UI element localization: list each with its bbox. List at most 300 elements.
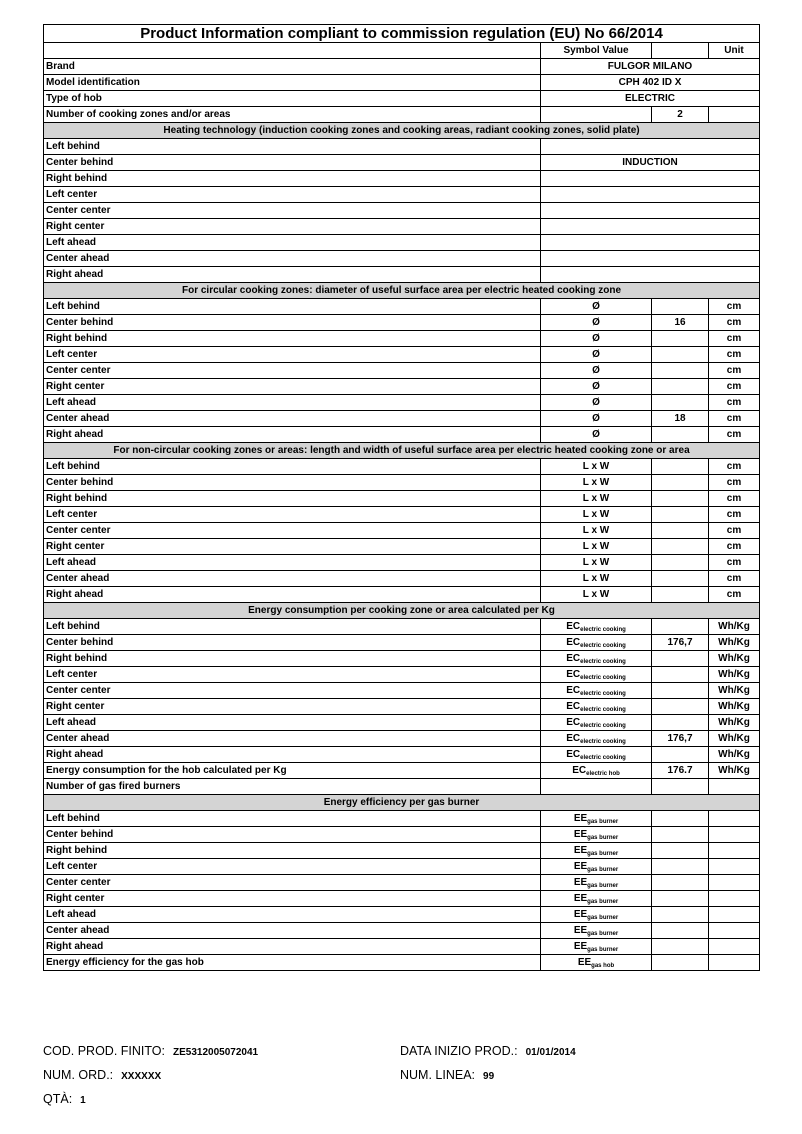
circular-zone-symbol [541,395,652,411]
symbol-text: EE [573,844,588,856]
circular-row [44,347,760,363]
symbol-text: L x W [582,460,610,472]
heating-row [44,251,760,267]
gas-row [44,939,760,955]
circular-zone-label: Center behind [44,315,541,331]
noncircular-zone-symbol [541,459,652,475]
energy-zone-unit: Wh/Kg [709,763,760,779]
gas-burner-label: Right behind [44,843,541,859]
energy-row [44,747,760,763]
heating-row [44,203,760,219]
gas-burner-unit [709,843,760,859]
gas-burner-unit [709,827,760,843]
production-footer [43,1044,759,1114]
heating-row [44,219,760,235]
noncircular-zone-symbol [541,507,652,523]
symbol-text: EC [566,700,581,712]
circular-zone-value: 18 [652,411,709,427]
qta-field [43,1092,86,1106]
symbol-text: EC [566,684,581,696]
circular-zone-label: Left center [44,347,541,363]
noncircular-zone-unit: cm [709,475,760,491]
heating-zone-value [541,203,760,219]
gas-efficiency-section-title: Energy efficiency per gas burner [44,795,760,811]
circular-zone-symbol [541,363,652,379]
info-value: CPH 402 ID X [541,75,760,91]
symbol-subscript: electric cooking [580,706,626,713]
symbol-text: EC [566,732,581,744]
gas-burner-value [652,827,709,843]
zones-count-symbol [541,107,652,123]
gas-burner-label: Left behind [44,811,541,827]
gas-burner-label: Right ahead [44,939,541,955]
gas-burner-symbol [541,923,652,939]
info-label: Model identification [44,75,541,91]
symbol-text: Ø [592,300,600,312]
symbol-text: EE [573,876,588,888]
num-linea-field [400,1068,494,1082]
energy-zone-symbol [541,619,652,635]
symbol-text: Ø [592,364,600,376]
symbol-text: EE [573,940,588,952]
heating-zone-label: Right ahead [44,267,541,283]
circular-zone-unit: cm [709,363,760,379]
energy-zone-symbol [541,667,652,683]
circular-row [44,379,760,395]
noncircular-row [44,475,760,491]
noncircular-zone-unit: cm [709,555,760,571]
noncircular-zone-symbol [541,475,652,491]
noncircular-zone-value [652,507,709,523]
circular-zone-symbol [541,331,652,347]
gas-burners-count-unit [709,779,760,795]
gas-row [44,827,760,843]
noncircular-zone-unit: cm [709,507,760,523]
energy-zone-symbol [541,747,652,763]
info-value: ELECTRIC [541,91,760,107]
gas-burner-label: Center ahead [44,923,541,939]
symbol-text: L x W [582,476,610,488]
circular-zones-section [44,283,760,299]
energy-zone-label: Center ahead [44,731,541,747]
circular-zone-symbol [541,379,652,395]
energy-zone-symbol [541,763,652,779]
energy-zone-label: Left center [44,667,541,683]
data-inizio-value: 01/01/2014 [525,1047,576,1058]
heating-row [44,171,760,187]
noncircular-zone-value [652,475,709,491]
symbol-subscript: gas burner [587,818,619,825]
heating-zone-value: INDUCTION [541,155,760,171]
circular-zone-unit: cm [709,347,760,363]
symbol-subscript: electric hob [586,770,620,777]
gas-burner-label: Energy efficiency for the gas hob [44,955,541,971]
circular-zone-symbol [541,411,652,427]
gas-row [44,843,760,859]
gas-row [44,907,760,923]
circular-zone-label: Center center [44,363,541,379]
heating-zone-value [541,267,760,283]
heating-row [44,139,760,155]
energy-zone-unit: Wh/Kg [709,635,760,651]
circular-zone-unit: cm [709,299,760,315]
noncircular-zones-section-title: For non-circular cooking zones or areas: length and width of useful surface area per electric heated cooking zone or area [44,443,760,459]
energy-zone-symbol [541,699,652,715]
energy-row [44,715,760,731]
energy-zone-symbol [541,715,652,731]
gas-row [44,859,760,875]
gas-burner-value [652,923,709,939]
circular-row [44,427,760,443]
gas-burner-symbol [541,907,652,923]
gas-burner-unit [709,859,760,875]
symbol-subscript: electric cooking [580,658,626,665]
energy-zone-value: 176,7 [652,635,709,651]
circular-zone-value [652,363,709,379]
gas-burner-value [652,875,709,891]
noncircular-zone-label: Center center [44,523,541,539]
product-information-table [43,24,760,971]
noncircular-zone-value [652,555,709,571]
symbol-text: Ø [592,348,600,360]
gas-burner-label: Left ahead [44,907,541,923]
symbol-text: EC [566,620,581,632]
circular-zone-symbol [541,347,652,363]
noncircular-row [44,587,760,603]
symbol-subscript: gas burner [587,898,619,905]
circular-zone-unit: cm [709,427,760,443]
symbol-text: EC [566,652,581,664]
symbol-subscript: gas burner [587,914,619,921]
qta-value: 1 [80,1095,86,1106]
gas-burner-unit [709,907,760,923]
gas-burners-count-symbol [541,779,652,795]
gas-burner-symbol [541,875,652,891]
heating-row [44,235,760,251]
noncircular-zone-value [652,539,709,555]
circular-zone-label: Left ahead [44,395,541,411]
energy-zone-value: 176,7 [652,731,709,747]
energy-zone-value [652,715,709,731]
gas-burner-unit [709,891,760,907]
energy-zone-value [652,619,709,635]
circular-zone-symbol [541,315,652,331]
energy-zone-value [652,651,709,667]
cod-prod-label: COD. PROD. FINITO: [43,1044,165,1058]
heating-zone-value [541,219,760,235]
symbol-value-header: Symbol Value [541,43,652,59]
data-inizio-label: DATA INIZIO PROD.: [400,1044,518,1058]
noncircular-zone-symbol [541,587,652,603]
gas-burner-unit [709,955,760,971]
gas-burners-count-row [44,779,760,795]
noncircular-zone-unit: cm [709,571,760,587]
noncircular-zone-label: Center behind [44,475,541,491]
symbol-subscript: gas burner [587,850,619,857]
noncircular-row [44,571,760,587]
noncircular-zone-label: Left behind [44,459,541,475]
heating-zone-value [541,171,760,187]
gas-burner-label: Center behind [44,827,541,843]
noncircular-zone-symbol [541,523,652,539]
symbol-text: EE [573,828,588,840]
symbol-subscript: electric cooking [580,626,626,633]
circular-zone-unit: cm [709,315,760,331]
info-label: Brand [44,59,541,75]
heating-zone-label: Left ahead [44,235,541,251]
symbol-text: L x W [582,524,610,536]
symbol-subscript: electric cooking [580,674,626,681]
heating-zone-value [541,235,760,251]
gas-burner-symbol [541,859,652,875]
symbol-subscript: gas burner [587,882,619,889]
symbol-text: L x W [582,556,610,568]
gas-burner-symbol [541,891,652,907]
info-label: Type of hob [44,91,541,107]
noncircular-zone-symbol [541,571,652,587]
gas-burner-unit [709,923,760,939]
energy-zone-label: Left ahead [44,715,541,731]
noncircular-zone-value [652,459,709,475]
circular-zone-symbol [541,427,652,443]
symbol-text: EC [572,764,587,776]
gas-row [44,955,760,971]
gas-burner-value [652,891,709,907]
gas-row [44,811,760,827]
energy-zone-value [652,667,709,683]
symbol-text: L x W [582,588,610,600]
energy-zone-unit: Wh/Kg [709,699,760,715]
symbol-subscript: gas hob [591,962,615,969]
circular-zones-section-title: For circular cooking zones: diameter of useful surface area per electric heated cooking zone [44,283,760,299]
circular-row [44,315,760,331]
symbol-text: EE [573,860,588,872]
gas-burners-count-value [652,779,709,795]
noncircular-zone-label: Center ahead [44,571,541,587]
circular-zone-label: Center ahead [44,411,541,427]
gas-burner-value [652,939,709,955]
noncircular-row [44,507,760,523]
heating-zone-value [541,187,760,203]
symbol-text: EC [566,636,581,648]
symbol-text: L x W [582,572,610,584]
gas-burner-value [652,859,709,875]
energy-zone-label: Left behind [44,619,541,635]
symbol-text: L x W [582,508,610,520]
heating-zone-label: Center behind [44,155,541,171]
energy-row [44,731,760,747]
gas-burner-symbol [541,843,652,859]
num-ord-field [43,1068,161,1082]
energy-zone-unit: Wh/Kg [709,731,760,747]
noncircular-row [44,523,760,539]
noncircular-row [44,491,760,507]
document-title: Product Information compliant to commission regulation (EU) No 66/2014 [44,25,760,43]
noncircular-zone-label: Left ahead [44,555,541,571]
zones-count-value: 2 [652,107,709,123]
gas-row [44,923,760,939]
energy-zone-label: Center center [44,683,541,699]
symbol-text: Ø [592,396,600,408]
circular-zone-label: Right ahead [44,427,541,443]
noncircular-zone-unit: cm [709,491,760,507]
circular-zone-unit: cm [709,331,760,347]
symbol-text: EE [573,924,588,936]
info-row [44,91,760,107]
circular-zone-value [652,395,709,411]
circular-zone-value [652,427,709,443]
num-linea-value: 99 [483,1071,495,1082]
energy-row [44,699,760,715]
energy-row [44,667,760,683]
symbol-text: Ø [592,332,600,344]
symbol-text: EE [573,812,588,824]
energy-row [44,683,760,699]
circular-row [44,411,760,427]
energy-zone-value [652,683,709,699]
energy-row [44,619,760,635]
product-information-sheet [43,24,759,971]
energy-zone-unit: Wh/Kg [709,667,760,683]
circular-zone-value: 16 [652,315,709,331]
symbol-subscript: gas burner [587,834,619,841]
energy-row [44,651,760,667]
circular-zone-value [652,331,709,347]
energy-zone-value [652,747,709,763]
energy-zone-unit: Wh/Kg [709,747,760,763]
heating-zone-label: Right behind [44,171,541,187]
heating-row [44,187,760,203]
energy-zone-unit: Wh/Kg [709,683,760,699]
symbol-subscript: electric cooking [580,738,626,745]
symbol-text: EC [566,716,581,728]
heating-zone-label: Center ahead [44,251,541,267]
circular-zone-value [652,299,709,315]
gas-burner-unit [709,875,760,891]
num-ord-label: NUM. ORD.: [43,1068,114,1082]
symbol-subscript: electric cooking [580,754,626,761]
circular-row [44,363,760,379]
heating-row [44,267,760,283]
symbol-text: EE [573,908,588,920]
symbol-subscript: electric cooking [580,690,626,697]
circular-zone-value [652,347,709,363]
noncircular-zone-value [652,491,709,507]
noncircular-zone-value [652,587,709,603]
gas-burner-value [652,811,709,827]
symbol-text: L x W [582,540,610,552]
zones-count-unit [709,107,760,123]
noncircular-zone-unit: cm [709,459,760,475]
noncircular-zone-symbol [541,491,652,507]
num-ord-value: XXXXXX [121,1071,162,1082]
symbol-text: Ø [592,316,600,328]
circular-zone-unit: cm [709,379,760,395]
cod-prod-value: ZE5312005072041 [173,1047,259,1058]
symbol-subscript: electric cooking [580,722,626,729]
noncircular-zone-label: Right ahead [44,587,541,603]
energy-zone-label: Energy consumption for the hob calculated per Kg [44,763,541,779]
gas-burner-label: Center center [44,875,541,891]
heating-row [44,155,760,171]
gas-burner-symbol [541,811,652,827]
energy-zone-label: Right behind [44,651,541,667]
symbol-text: Ø [592,412,600,424]
energy-zone-symbol [541,635,652,651]
gas-burner-value [652,907,709,923]
gas-efficiency-section [44,795,760,811]
noncircular-zone-label: Right center [44,539,541,555]
noncircular-zone-value [652,523,709,539]
gas-burner-symbol [541,939,652,955]
symbol-text: Ø [592,428,600,440]
symbol-text: EE [573,892,588,904]
zones-count-row [44,107,760,123]
heating-zone-value [541,251,760,267]
symbol-text: EC [566,748,581,760]
heating-zone-label: Left behind [44,139,541,155]
energy-row [44,635,760,651]
energy-zone-unit: Wh/Kg [709,619,760,635]
energy-zone-value [652,699,709,715]
circular-zone-value [652,379,709,395]
energy-zone-symbol [541,683,652,699]
noncircular-zone-label: Right behind [44,491,541,507]
gas-row [44,891,760,907]
gas-burner-symbol [541,955,652,971]
heating-zone-value [541,139,760,155]
gas-burner-unit [709,939,760,955]
cod-prod-field [43,1044,258,1058]
noncircular-zone-unit: cm [709,523,760,539]
unit-header: Unit [709,43,760,59]
circular-row [44,395,760,411]
noncircular-zones-section [44,443,760,459]
gas-burner-label: Right center [44,891,541,907]
gas-burner-value [652,955,709,971]
energy-zone-unit: Wh/Kg [709,651,760,667]
symbol-subscript: gas burner [587,930,619,937]
info-row [44,59,760,75]
energy-consumption-section [44,603,760,619]
circular-zone-unit: cm [709,395,760,411]
noncircular-zone-label: Left center [44,507,541,523]
noncircular-zone-symbol [541,555,652,571]
noncircular-zone-symbol [541,539,652,555]
symbol-text: Ø [592,380,600,392]
heating-zone-label: Right center [44,219,541,235]
energy-zone-label: Right ahead [44,747,541,763]
gas-burner-label: Left center [44,859,541,875]
energy-zone-label: Center behind [44,635,541,651]
num-linea-label: NUM. LINEA: [400,1068,476,1082]
data-inizio-field [400,1044,576,1058]
circular-zone-label: Left behind [44,299,541,315]
energy-zone-symbol [541,651,652,667]
symbol-subscript: electric cooking [580,642,626,649]
gas-burner-unit [709,811,760,827]
energy-zone-symbol [541,731,652,747]
circular-row [44,299,760,315]
info-row [44,75,760,91]
gas-burner-value [652,843,709,859]
noncircular-row [44,459,760,475]
noncircular-zone-value [652,571,709,587]
circular-zone-unit: cm [709,411,760,427]
heating-zone-label: Left center [44,187,541,203]
heating-zone-label: Center center [44,203,541,219]
symbol-text: EE [577,956,592,968]
